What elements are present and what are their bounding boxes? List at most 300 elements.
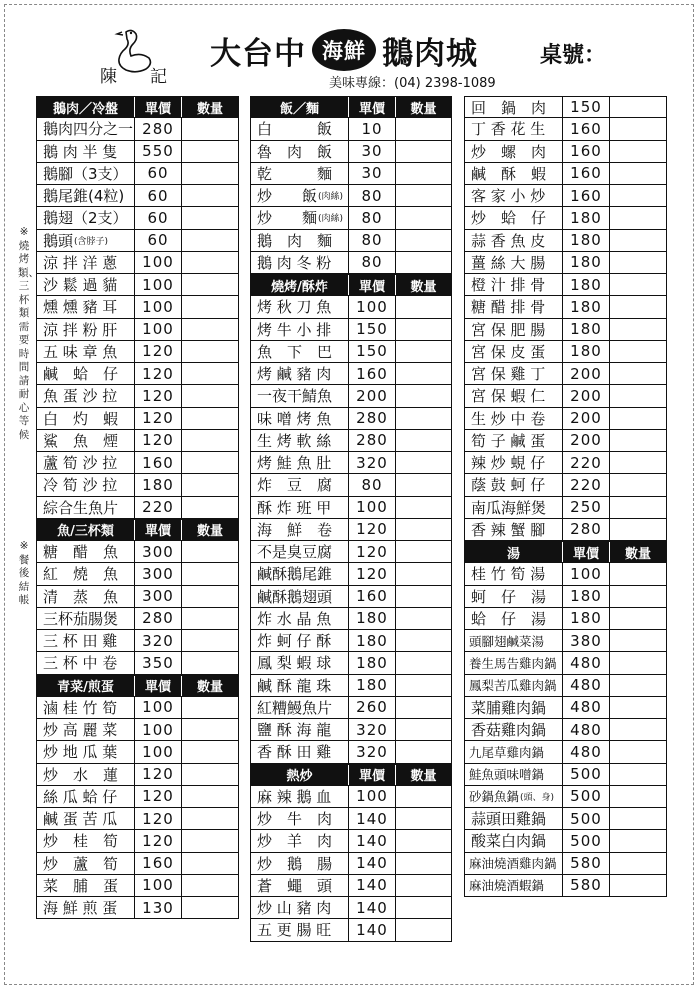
quantity-input[interactable]: [182, 163, 238, 184]
quantity-input[interactable]: [182, 897, 238, 918]
section-rice: [250, 96, 452, 274]
menu-item-name-text: 鳳 梨 蝦 球: [257, 654, 332, 673]
quantity-input[interactable]: [182, 830, 238, 851]
menu-item-name: [37, 697, 135, 718]
quantity-input[interactable]: [182, 141, 238, 162]
menu-item-name: [37, 141, 135, 162]
menu-item-name: [37, 385, 135, 406]
menu-item-price: 250: [563, 497, 610, 518]
section-title: 熱炒: [251, 765, 349, 785]
menu-item-name: [37, 630, 135, 651]
menu-item-name-text: 蘆 筍 沙 拉: [43, 454, 118, 473]
quantity-input[interactable]: [610, 296, 666, 317]
menu-item-name-text: 炸 蚵 仔 酥: [257, 632, 332, 651]
menu-item-name: [37, 719, 135, 740]
menu-item-row: [250, 830, 452, 852]
quantity-input[interactable]: [396, 296, 451, 317]
menu-item-name-text: 鹹 酥 蝦: [471, 164, 547, 183]
menu-item-name-text: 香 辣 蟹 腳: [471, 520, 546, 539]
menu-item-row: [36, 808, 239, 830]
menu-item-name-text: 蒜 香 魚 皮: [471, 231, 546, 250]
quantity-input[interactable]: [610, 385, 666, 406]
quantity-input[interactable]: [182, 497, 238, 518]
menu-item-name: [37, 786, 135, 807]
menu-item-name: [251, 719, 349, 740]
title-oval-badge: 海鮮: [312, 29, 376, 71]
quantity-input[interactable]: [396, 341, 451, 362]
section-title: 魚/三杯類: [37, 520, 135, 540]
menu-item-name: [37, 497, 135, 518]
quantity-input[interactable]: [182, 363, 238, 384]
menu-item-price: 120: [135, 341, 182, 362]
menu-item-row: [250, 541, 452, 563]
menu-item-name: [465, 341, 563, 362]
menu-item-name-text: 魚 蛋 沙 拉: [43, 387, 118, 406]
quantity-column-header: 數量: [196, 101, 223, 117]
menu-item-name-text: 橙 汁 排 骨: [471, 276, 546, 295]
quantity-input[interactable]: [396, 675, 451, 696]
quantity-input[interactable]: [396, 652, 451, 673]
menu-item-row: [464, 652, 667, 674]
menu-item-price: 160: [563, 185, 610, 206]
quantity-input[interactable]: [182, 430, 238, 451]
menu-item-row: [36, 586, 239, 608]
quantity-input[interactable]: [610, 830, 666, 851]
quantity-input[interactable]: [610, 207, 666, 228]
menu-item-row: [36, 608, 239, 630]
section-title: 飯／麵: [251, 97, 349, 117]
quantity-input[interactable]: [396, 630, 451, 651]
quantity-input[interactable]: [610, 853, 666, 874]
quantity-input[interactable]: [182, 118, 238, 139]
menu-item-name-text: 鮭魚頭味噌鍋: [469, 767, 545, 783]
menu-item-name-text: 紅糟鰻魚片: [257, 698, 333, 717]
menu-item-name: [251, 786, 349, 807]
menu-item-price: 180: [563, 319, 610, 340]
menu-item-price: 550: [135, 141, 182, 162]
menu-item-price: 100: [135, 296, 182, 317]
menu-item-name-text: 魚 下 巴: [257, 342, 333, 361]
menu-item-row: [36, 452, 239, 474]
menu-item-note: (肉絲): [318, 192, 344, 203]
menu-item-price: 100: [563, 563, 610, 584]
quantity-input[interactable]: [182, 586, 238, 607]
menu-item-price: 120: [135, 764, 182, 785]
quantity-input[interactable]: [182, 408, 238, 429]
menu-item-name-text: 炒 麵: [257, 209, 318, 228]
menu-item-name: [251, 252, 349, 273]
menu-item-price: 500: [563, 764, 610, 785]
quantity-input[interactable]: [182, 563, 238, 584]
menu-item-name-text: 蛤 仔 湯: [471, 609, 547, 628]
section-fish: [36, 519, 239, 675]
menu-item-price: 300: [135, 563, 182, 584]
menu-item-price: 150: [563, 97, 610, 117]
menu-item-row: [250, 163, 452, 185]
menu-item-name: [251, 675, 349, 696]
menu-item-name: [37, 541, 135, 562]
menu-item-name: [37, 430, 135, 451]
menu-item-price: 80: [349, 207, 396, 228]
menu-item-name: [465, 430, 563, 451]
menu-item-name: [37, 764, 135, 785]
menu-item-name: [465, 719, 563, 740]
menu-item-price: 80: [349, 185, 396, 206]
menu-item-name-text: 一夜干鯖魚: [257, 387, 333, 406]
menu-item-row: [36, 363, 239, 385]
quantity-input[interactable]: [396, 430, 451, 451]
quantity-column-header: 數量: [624, 546, 651, 562]
quantity-input[interactable]: [182, 786, 238, 807]
menu-item-name: [251, 608, 349, 629]
quantity-input[interactable]: [182, 630, 238, 651]
section-stirfry-cont: [464, 96, 667, 541]
menu-item-name: [465, 875, 563, 896]
menu-item-name-text: 鹹酥鵝尾錐: [257, 565, 333, 584]
menu-item-name-text: 三 杯 中 卷: [43, 654, 118, 673]
menu-item-name-text: 薑 絲 大 腸: [471, 253, 546, 272]
title-left: 大台中: [210, 35, 306, 72]
menu-item-name: [251, 118, 349, 139]
menu-item-name: [37, 608, 135, 629]
menu-item-name-text: 味 噌 烤 魚: [257, 409, 332, 428]
menu-item-price: 160: [349, 586, 396, 607]
logo-char-left: 陳: [100, 67, 117, 87]
quantity-input[interactable]: [610, 786, 666, 807]
menu-item-name: [465, 497, 563, 518]
quantity-input[interactable]: [182, 452, 238, 473]
quantity-input[interactable]: [182, 319, 238, 340]
menu-item-row: [464, 185, 667, 207]
quantity-input[interactable]: [610, 185, 666, 206]
menu-item-row: [464, 141, 667, 163]
quantity-input[interactable]: [610, 363, 666, 384]
quantity-input[interactable]: [182, 808, 238, 829]
price-column-header: 單價: [135, 520, 182, 540]
menu-item-name: [251, 408, 349, 429]
menu-item-name-text: 鵝肉四分之一: [43, 120, 134, 139]
quantity-input[interactable]: [396, 830, 451, 851]
quantity-input[interactable]: [610, 230, 666, 251]
menu-item-row: [36, 719, 239, 741]
quantity-input[interactable]: [610, 452, 666, 473]
menu-item-name: [37, 897, 135, 918]
quantity-input[interactable]: [396, 875, 451, 896]
quantity-column-header: 數量: [410, 101, 437, 117]
menu-item-row: [36, 697, 239, 719]
quantity-input[interactable]: [610, 497, 666, 518]
menu-item-price: 100: [135, 252, 182, 273]
menu-item-row: [464, 875, 667, 897]
quantity-input[interactable]: [182, 741, 238, 762]
menu-item-name-text: 養生馬告雞肉鍋: [469, 655, 557, 671]
menu-item-name: [465, 741, 563, 762]
menu-item-price: 180: [135, 474, 182, 495]
quantity-input[interactable]: [610, 408, 666, 429]
menu-item-price: 580: [563, 875, 610, 896]
quantity-input[interactable]: [396, 474, 451, 495]
quantity-input[interactable]: [396, 497, 451, 518]
menu-item-name: [251, 341, 349, 362]
menu-item-name: [37, 319, 135, 340]
menu-item-price: 30: [349, 163, 396, 184]
menu-item-name-text: 菜脯雞肉鍋: [471, 698, 547, 717]
quantity-input[interactable]: [610, 764, 666, 785]
quantity-column-header: 數量: [410, 769, 437, 785]
menu-item-name: [251, 875, 349, 896]
menu-item-name: [465, 764, 563, 785]
quantity-input[interactable]: [610, 808, 666, 829]
quantity-input[interactable]: [396, 853, 451, 874]
menu-item-row: [250, 897, 452, 919]
menu-item-name: [465, 786, 563, 807]
menu-item-price: 180: [349, 652, 396, 673]
quantity-input[interactable]: [396, 519, 451, 540]
menu-item-row: [250, 741, 452, 763]
logo-char-right: 記: [150, 67, 167, 87]
menu-item-name: [37, 230, 135, 251]
menu-item-name-text: 菜 脯 蛋: [43, 876, 119, 895]
menu-item-price: 100: [135, 274, 182, 295]
menu-item-name: [251, 452, 349, 473]
menu-item-price: 120: [135, 786, 182, 807]
quantity-input[interactable]: [396, 363, 451, 384]
quantity-input[interactable]: [396, 786, 451, 807]
quantity-input[interactable]: [610, 608, 666, 629]
menu-item-row: [36, 497, 239, 519]
menu-item-price: 200: [563, 363, 610, 384]
quantity-input[interactable]: [182, 474, 238, 495]
menu-item-name-text: 魯 肉 飯: [257, 142, 333, 161]
menu-item-name: [465, 97, 563, 117]
menu-item-price: 120: [135, 408, 182, 429]
menu-item-price: 60: [135, 185, 182, 206]
menu-item-price: 160: [563, 163, 610, 184]
menu-item-name-text: 三杯茄腸煲: [43, 609, 119, 628]
menu-item-name-text: 炒 鵝 腸: [257, 854, 333, 873]
quantity-input[interactable]: [396, 741, 451, 762]
menu-item-name-text: 沙 鬆 過 貓: [43, 276, 118, 295]
quantity-input[interactable]: [182, 185, 238, 206]
menu-item-row: [250, 385, 452, 407]
menu-item-row: [250, 497, 452, 519]
quantity-input[interactable]: [182, 252, 238, 273]
menu-item-row: [250, 586, 452, 608]
menu-item-price: 80: [349, 474, 396, 495]
quantity-input[interactable]: [396, 141, 451, 162]
quantity-input[interactable]: [182, 385, 238, 406]
menu-item-row: [36, 430, 239, 452]
quantity-input[interactable]: [610, 274, 666, 295]
quantity-input[interactable]: [182, 296, 238, 317]
quantity-input[interactable]: [610, 563, 666, 584]
menu-item-row: [464, 341, 667, 363]
quantity-input[interactable]: [396, 207, 451, 228]
menu-item-price: 180: [349, 675, 396, 696]
quantity-input[interactable]: [182, 719, 238, 740]
quantity-input[interactable]: [396, 608, 451, 629]
quantity-input[interactable]: [396, 185, 451, 206]
menu-item-name: [251, 897, 349, 918]
quantity-input[interactable]: [396, 808, 451, 829]
menu-item-name-text: 砂鍋魚鍋: [469, 789, 520, 805]
menu-item-row: [250, 808, 452, 830]
menu-item-name: [37, 875, 135, 896]
quantity-input[interactable]: [182, 875, 238, 896]
grill-wait-note: ※燒烤類、三杯類需要時間請耐心等候: [18, 226, 39, 441]
menu-item-row: [36, 741, 239, 763]
menu-item-name-text: 鳳梨苦瓜雞肉鍋: [469, 678, 557, 694]
section-header: [36, 96, 239, 118]
menu-item-name-text: 麻油燒酒蝦鍋: [469, 878, 545, 894]
menu-item-name-text: 鵝 肉 麵: [257, 231, 333, 250]
quantity-input[interactable]: [182, 541, 238, 562]
menu-item-name-text: 炒 蛤 仔: [471, 209, 547, 228]
quantity-input[interactable]: [396, 719, 451, 740]
menu-item-name-text: 海 鮮 煎 蛋: [43, 899, 118, 918]
quantity-input[interactable]: [396, 897, 451, 918]
menu-item-name: [251, 519, 349, 540]
quantity-input[interactable]: [396, 452, 451, 473]
menu-item-row: [464, 430, 667, 452]
menu-item-row: [250, 563, 452, 585]
section-title: 鵝肉／冷盤: [37, 97, 135, 117]
quantity-input[interactable]: [396, 118, 451, 139]
section-grill: [250, 274, 452, 764]
quantity-input[interactable]: [610, 741, 666, 762]
menu-item-name-text: 鵝翅（2支）: [43, 209, 128, 228]
menu-item-row: [464, 363, 667, 385]
menu-item-price: 60: [135, 207, 182, 228]
menu-item-name-text: 蒜頭田雞鍋: [471, 810, 547, 829]
quantity-input[interactable]: [182, 608, 238, 629]
menu-item-price: 120: [135, 385, 182, 406]
quantity-input[interactable]: [396, 563, 451, 584]
section-header: [36, 519, 239, 541]
quantity-input[interactable]: [610, 163, 666, 184]
quantity-input[interactable]: [396, 163, 451, 184]
menu-item-row: [464, 474, 667, 496]
menu-item-row: [36, 563, 239, 585]
menu-item-name: [465, 808, 563, 829]
menu-item-name: [465, 830, 563, 851]
section-title: 青菜/煎蛋: [37, 676, 135, 696]
quantity-input[interactable]: [396, 252, 451, 273]
menu-item-name-text: 鵝腳（3支）: [43, 164, 128, 183]
menu-item-name-text: 麻油燒酒雞肉鍋: [469, 856, 557, 872]
quantity-input[interactable]: [396, 408, 451, 429]
quantity-input[interactable]: [396, 230, 451, 251]
menu-item-row: [36, 474, 239, 496]
quantity-input[interactable]: [610, 675, 666, 696]
quantity-input[interactable]: [610, 118, 666, 139]
menu-item-name: [465, 452, 563, 473]
menu-item-price: 140: [349, 808, 396, 829]
quantity-input[interactable]: [396, 586, 451, 607]
quantity-input[interactable]: [610, 341, 666, 362]
menu-item-row: [250, 519, 452, 541]
menu-item-row: [250, 697, 452, 719]
menu-item-name: [37, 118, 135, 139]
quantity-input[interactable]: [396, 919, 451, 940]
menu-item-row: [250, 875, 452, 897]
quantity-input[interactable]: [396, 541, 451, 562]
quantity-input[interactable]: [610, 97, 666, 117]
quantity-input[interactable]: [610, 652, 666, 673]
menu-item-name: [251, 319, 349, 340]
menu-item-price: 480: [563, 719, 610, 740]
menu-item-name-text: 客 家 小 炒: [471, 187, 546, 206]
menu-item-row: [464, 563, 667, 585]
menu-item-name: [251, 474, 349, 495]
menu-item-name-text: 宮 保 皮 蛋: [471, 342, 546, 361]
restaurant-logo: [100, 28, 170, 86]
price-column-header: 單價: [135, 97, 182, 117]
menu-item-price: 480: [563, 675, 610, 696]
quantity-input[interactable]: [182, 652, 238, 673]
quantity-input[interactable]: [610, 875, 666, 896]
menu-item-price: 120: [349, 541, 396, 562]
menu-item-price: 180: [563, 252, 610, 273]
menu-item-name-text: 炸 水 晶 魚: [257, 609, 332, 628]
quantity-input[interactable]: [182, 341, 238, 362]
menu-item-row: [464, 764, 667, 786]
menu-column-2: [250, 96, 452, 942]
menu-item-price: 320: [135, 630, 182, 651]
quantity-input[interactable]: [610, 719, 666, 740]
menu-item-name-text: 炒 地 瓜 葉: [43, 743, 118, 762]
menu-item-price: 300: [135, 586, 182, 607]
quantity-input[interactable]: [396, 697, 451, 718]
menu-item-price: 140: [349, 853, 396, 874]
quantity-input[interactable]: [610, 319, 666, 340]
quantity-input[interactable]: [182, 853, 238, 874]
menu-item-row: [250, 341, 452, 363]
menu-item-name: [251, 430, 349, 451]
menu-item-name-text: 白 灼 蝦: [43, 409, 119, 428]
menu-item-row: [36, 296, 239, 318]
menu-item-price: 320: [349, 452, 396, 473]
menu-item-row: [250, 141, 452, 163]
quantity-input[interactable]: [182, 697, 238, 718]
menu-item-name-text: 清 蒸 魚: [43, 587, 119, 606]
quantity-input[interactable]: [182, 274, 238, 295]
menu-item-name-text: 糖 醋 排 骨: [471, 298, 546, 317]
quantity-input[interactable]: [610, 252, 666, 273]
price-column-header: 單價: [135, 676, 182, 696]
quantity-input[interactable]: [610, 630, 666, 651]
quantity-input[interactable]: [182, 764, 238, 785]
menu-item-row: [464, 118, 667, 140]
quantity-input[interactable]: [610, 586, 666, 607]
quantity-input[interactable]: [610, 141, 666, 162]
menu-item-price: 140: [349, 875, 396, 896]
quantity-input[interactable]: [396, 319, 451, 340]
menu-item-price: 300: [135, 541, 182, 562]
menu-item-name-text: 涼 拌 洋 蔥: [43, 253, 118, 272]
menu-item-row: [464, 452, 667, 474]
quantity-input[interactable]: [610, 519, 666, 540]
menu-item-price: 120: [349, 519, 396, 540]
menu-item-row: [36, 319, 239, 341]
quantity-input[interactable]: [396, 385, 451, 406]
quantity-input[interactable]: [182, 230, 238, 251]
quantity-input[interactable]: [610, 474, 666, 495]
quantity-input[interactable]: [610, 430, 666, 451]
quantity-input[interactable]: [182, 207, 238, 228]
menu-item-row: [250, 675, 452, 697]
quantity-input[interactable]: [610, 697, 666, 718]
